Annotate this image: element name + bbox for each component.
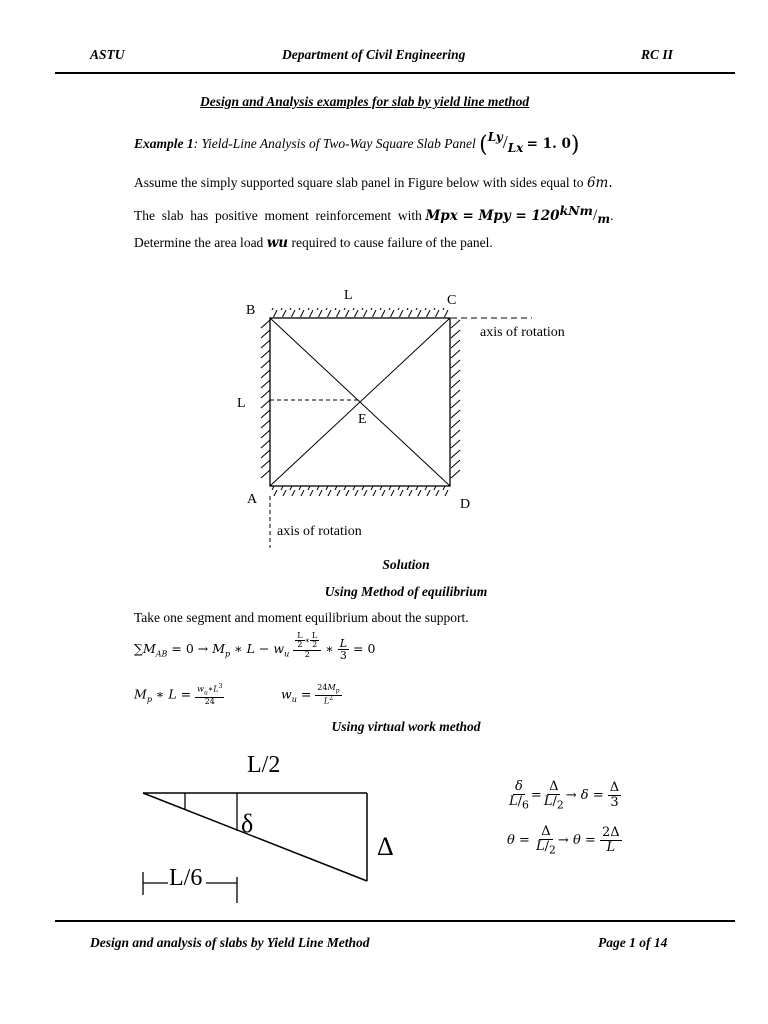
label-a: A bbox=[247, 492, 258, 507]
example-heading: Example 1: Yield-Line Analysis of Two-Way Square Slab Panel (Ly/Lx = 1. 0) bbox=[134, 130, 580, 158]
virtual-work-figure bbox=[130, 745, 430, 910]
label-b: B bbox=[246, 303, 256, 318]
example-heading-text: : Yield-Line Analysis of Two-Way Square Slab Panel bbox=[193, 136, 476, 151]
label-l-top: L bbox=[344, 288, 353, 303]
moment-unit-num: kNm bbox=[559, 203, 593, 218]
para-line-3-a: Determine the area load bbox=[134, 235, 264, 250]
label-delta-big: Δ bbox=[377, 832, 394, 861]
ratio-denominator: Lx bbox=[507, 141, 524, 155]
footer-left: Design and analysis of slabs by Yield Line Method bbox=[90, 935, 370, 950]
label-c: C bbox=[447, 293, 457, 308]
support-hatch-left bbox=[261, 320, 270, 478]
vw-equation-1: $\frac{\delta}{L/_6}$ = $\frac{\Delta}{L/_2}$ → δ = $\frac{\Delta}{3}$ bbox=[509, 779, 620, 812]
footer-page-number: Page 1 of 14 bbox=[598, 935, 668, 950]
page-title: Design and Analysis examples for slab by yield line method bbox=[200, 94, 530, 109]
ratio-numerator: Ly bbox=[487, 130, 503, 144]
load-variable: wu bbox=[266, 235, 289, 251]
support-hatch-right bbox=[451, 320, 460, 478]
moment-unit-den: m bbox=[597, 212, 611, 226]
label-delta-small: δ bbox=[241, 809, 254, 838]
label-l-half: L/2 bbox=[247, 752, 281, 778]
header-left: ASTU bbox=[90, 47, 125, 62]
axis-label-top: axis of rotation bbox=[480, 325, 565, 340]
equation-moment-ab: $\sum M_{AB} = 0 \to M_p$ ∗ $L - w_u$ $\frac{L}{2}$ ∗ $\frac{L}{2}$ 2 ∗ $\frac{L}{3}$ = 0 bbox=[134, 631, 376, 663]
method-equilibrium-heading: Using Method of equilibrium bbox=[324, 584, 488, 599]
label-l-left: L bbox=[237, 396, 246, 411]
para-line-2: The slab has positive moment reinforcement with Mpx = Mpy = 120kNm/m. bbox=[134, 203, 614, 226]
equation-wu: $w_u$ = $\frac{24M_p}{L^2}$ bbox=[281, 683, 340, 706]
side-value: 6m. bbox=[586, 175, 613, 191]
example-prefix: Example 1 bbox=[134, 136, 194, 151]
para-line-2-text: The slab has positive moment reinforcement with bbox=[134, 208, 422, 223]
header-center: Department of Civil Engineering bbox=[282, 47, 466, 62]
slab-figure bbox=[225, 280, 585, 550]
solution-text-1: Take one segment and moment equilibrium about the support. bbox=[134, 610, 469, 625]
label-d: D bbox=[460, 497, 471, 512]
para-line-3-b: required to cause failure of the panel. bbox=[291, 235, 493, 250]
method-virtual-work-heading: Using virtual work method bbox=[331, 719, 481, 734]
support-hatch-bottom bbox=[271, 486, 451, 496]
solution-heading: Solution bbox=[382, 557, 430, 572]
label-l-sixth: L/6 bbox=[169, 865, 203, 891]
axis-label-bottom: axis of rotation bbox=[277, 524, 362, 539]
header-right: RC II bbox=[641, 47, 673, 62]
para-line-1-text: Assume the simply supported square slab panel in Figure below with sides equal to bbox=[134, 175, 584, 190]
footer-rule bbox=[55, 920, 735, 922]
para-line-1 bbox=[134, 175, 674, 191]
header-rule bbox=[55, 72, 735, 74]
label-e: E bbox=[358, 412, 367, 427]
support-hatch-top bbox=[271, 308, 451, 317]
vw-equation-2: θ = $\frac{\Delta}{L/_2}$ → θ = $\frac{2\Delta}{L}$ bbox=[507, 824, 620, 857]
para-line-3 bbox=[134, 235, 674, 251]
equation-mp-l: $M_p$ ∗ L = $\frac{w_u∗L^3}{24}$ bbox=[134, 683, 223, 706]
moment-equation: Mpx = Mpy = 120 bbox=[425, 208, 560, 224]
ratio-value: = 1. 0 bbox=[526, 136, 571, 152]
